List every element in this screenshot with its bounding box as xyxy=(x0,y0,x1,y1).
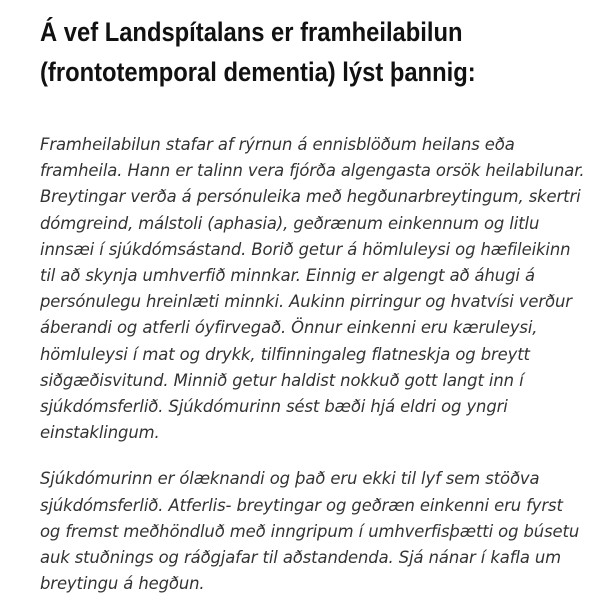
article-heading: Á vef Landspítalans er framheilabilun (frontotemporal dementia) lýst þannig: xyxy=(40,17,476,87)
article-paragraph-1: Framheilabilun stafar af rýrnun á ennisblöðum heilans eða framheila. Hann er talinn vera fjórða algengasta orsök heilabilunar. Breytingar verða á persónuleika með hegðunarbreytingum, skertri dómgreind, málstoli (aphasia), geðrænum einkennum og litlu innsæi í sjúkdómsástand. Borið getur á hömluleysi og hæfileikinn til að skynja umhverfið minnkar. Einnig er algengt að áhugi á persónulegu hreinlæti minnki. Aukinn pirringur og hvatvísi verður áberandi og atferli óyfirvegað. Önnur einkenni eru kæruleysi, hömluleysi í mat og drykk, tilfinningaleg flatneskja og breytt siðgæðisvitund. Minnið getur haldist nokkuð gott langt inn í sjúkdómsferlið. Sjúkdómurinn sést bæði hjá eldri og yngri einstaklingum. xyxy=(40,135,585,443)
article-paragraph-2: Sjúkdómurinn er ólæknandi og það eru ekki til lyf sem stöðva sjúkdómsferlið. Atferlis- breytingar og geðræn einkenni eru fyrst og fremst meðhöndluð með inngripum í umhverfisþætti og búsetu auk stuðnings og ráðgjafar til aðstandenda. Sjá nánar í kafla um breytingu á hegðun. xyxy=(40,469,580,594)
article xyxy=(40,12,588,597)
